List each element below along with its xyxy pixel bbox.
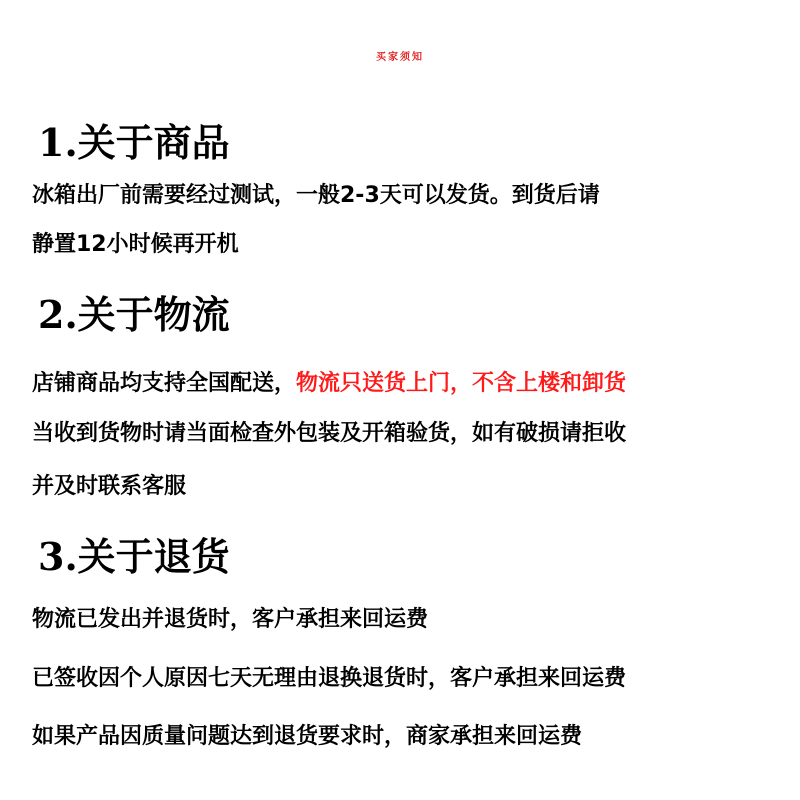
notice-title: 买家须知 [376,52,424,63]
section-2-line-2: 当收到货物时请当面检查外包装及开箱验货，如有破损请拒收 [32,421,627,446]
delivery-coverage-text: 店铺商品均支持全国配送， [32,371,297,396]
section-2-line-1 [32,369,626,399]
section-3-line-1: 物流已发出并退货时，客户承担来回运费 [32,607,429,632]
section-3-line-2: 已签收因个人原因七天无理由退换退货时，客户承担来回运费 [32,666,627,691]
section-3-heading: 3.关于退货 [38,534,230,579]
section-2-line-3: 并及时联系客服 [32,474,187,499]
delivery-limit-notice: 物流只送货上门，不含上楼和卸货 [296,371,627,396]
section-2-heading: 2.关于物流 [38,292,230,337]
section-1-line-2: 静置12小时候再开机 [32,232,239,257]
section-3-line-3: 如果产品因质量问题达到退货要求时，商家承担来回运费 [32,724,583,749]
section-1-heading: 1.关于商品 [38,120,230,165]
section-1-line-1: 冰箱出厂前需要经过测试，一般2-3天可以发货。到货后请 [32,183,600,208]
